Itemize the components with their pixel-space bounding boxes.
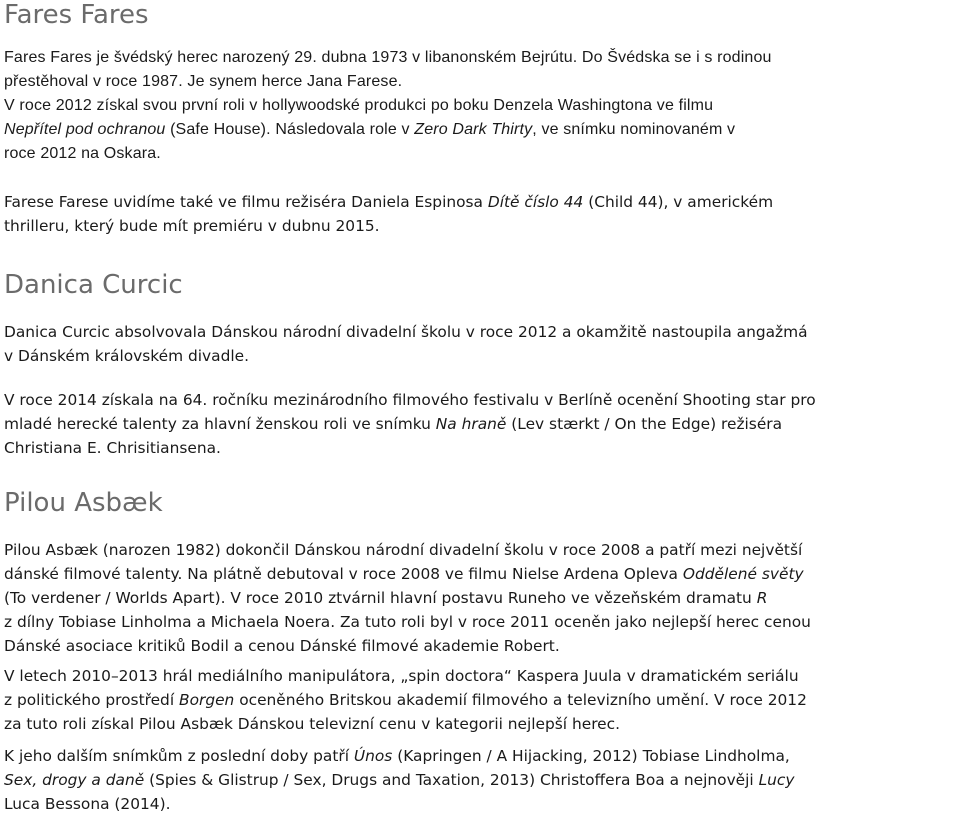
text-line: Danica Curcic absolvovala Dánskou národní divadelní školu v roce 2012 a okamžitě nastoupila angažmá (4, 323, 808, 341)
paragraph-danica-award (4, 388, 816, 460)
text-run: (Safe House). Následovala role v (165, 121, 415, 138)
paragraph-pilou-films (4, 744, 795, 816)
text-line: V letech 2010–2013 hrál mediálního manipulátora, „spin doctora“ Kaspera Juula v dramatickém seriálu (4, 667, 799, 685)
text-run: dánské filmové talenty. Na plátně debutoval v roce 2008 ve filmu Nielse Ardena Opleva (4, 565, 683, 583)
film-title: R (756, 589, 768, 607)
text-run: (Lev stærkt / On the Edge) režiséra (506, 415, 783, 433)
text-line: Pilou Asbæk (narozen 1982) dokončil Dánskou národní divadelní školu v roce 2008 a patří mezi největší (4, 541, 803, 559)
paragraph-fares-upcoming (4, 190, 773, 238)
paragraph-pilou-bio (4, 538, 811, 658)
text-run: (Kapringen / A Hijacking, 2012) Tobiase Lindholma, (392, 747, 790, 765)
text-line: Christiana E. Chrisitiansena. (4, 439, 221, 457)
text-run: mladé herecké talenty za hlavní ženskou roli ve snímku (4, 415, 436, 433)
paragraph-danica-bio (4, 320, 808, 368)
film-title: Únos (353, 747, 393, 765)
text-line: V roce 2014 získala na 64. ročníku mezinárodního filmového festivalu v Berlíně ocenění Shooting star pro (4, 391, 816, 409)
text-run: Farese Farese uvidíme také ve filmu režiséra Daniela Espinosa (4, 193, 488, 211)
paragraph-pilou-borgen (4, 664, 807, 736)
text-line: přestěhoval v roce 1987. Je synem herce Jana Farese. (4, 73, 403, 90)
section-title-danica-curcic: Danica Curcic (4, 270, 183, 300)
film-title: Lucy (758, 771, 795, 789)
text-line: V roce 2012 získal svou první roli v hollywoodské produkci po boku Denzela Washingtona ve filmu (4, 97, 714, 114)
text-run: (To verdener / Worlds Apart). V roce 2010 ztvárnil hlavní postavu Runeho ve vězeňském dramatu (4, 589, 757, 607)
text-run: z politického prostředí (4, 691, 180, 709)
text-line: Fares Fares je švédský herec narozený 29. dubna 1973 v libanonském Bejrútu. Do Švédska se i s rodinou (4, 49, 772, 66)
text-run: K jeho dalším snímkům z poslední doby patří (4, 747, 354, 765)
text-run: (Child 44), v americkém (583, 193, 774, 211)
film-title: Sex, drogy a daně (4, 771, 145, 789)
text-line: Luca Bessona (2014). (4, 795, 171, 813)
film-title: Na hraně (435, 415, 507, 433)
film-title: Nepřítel pod ochranou (4, 121, 166, 138)
text-line: Dánské asociace kritiků Bodil a cenou Dánské filmové akademie Robert. (4, 637, 560, 655)
section-title-fares-fares: Fares Fares (4, 0, 149, 30)
text-line: roce 2012 na Oskara. (4, 145, 161, 162)
text-line: thrilleru, který bude mít premiéru v dubnu 2015. (4, 217, 380, 235)
text-line: v Dánském královském divadle. (4, 347, 249, 365)
film-title: Zero Dark Thirty (414, 121, 533, 138)
text-line: z dílny Tobiase Linholma a Michaela Noera. Za tuto roli byl v roce 2011 oceněn jako nejlepší herec cenou (4, 613, 811, 631)
film-title: Dítě číslo 44 (487, 193, 584, 211)
text-run: oceněného Britskou akademií filmového a televizního umění. V roce 2012 (234, 691, 807, 709)
text-line: za tuto roli získal Pilou Asbæk Dánskou televizní cenu v kategorii nejlepší herec. (4, 715, 621, 733)
text-run: , ve snímku nominovaném v (532, 121, 736, 138)
text-run: (Spies & Glistrup / Sex, Drugs and Taxation, 2013) Christoffera Boa a nejnověji (144, 771, 759, 789)
section-title-pilou-asbaek: Pilou Asbæk (4, 488, 163, 518)
film-title: Oddělené světy (682, 565, 804, 583)
film-title: Borgen (179, 691, 235, 709)
paragraph-fares-bio (4, 46, 772, 94)
paragraph-fares-career (4, 94, 735, 166)
